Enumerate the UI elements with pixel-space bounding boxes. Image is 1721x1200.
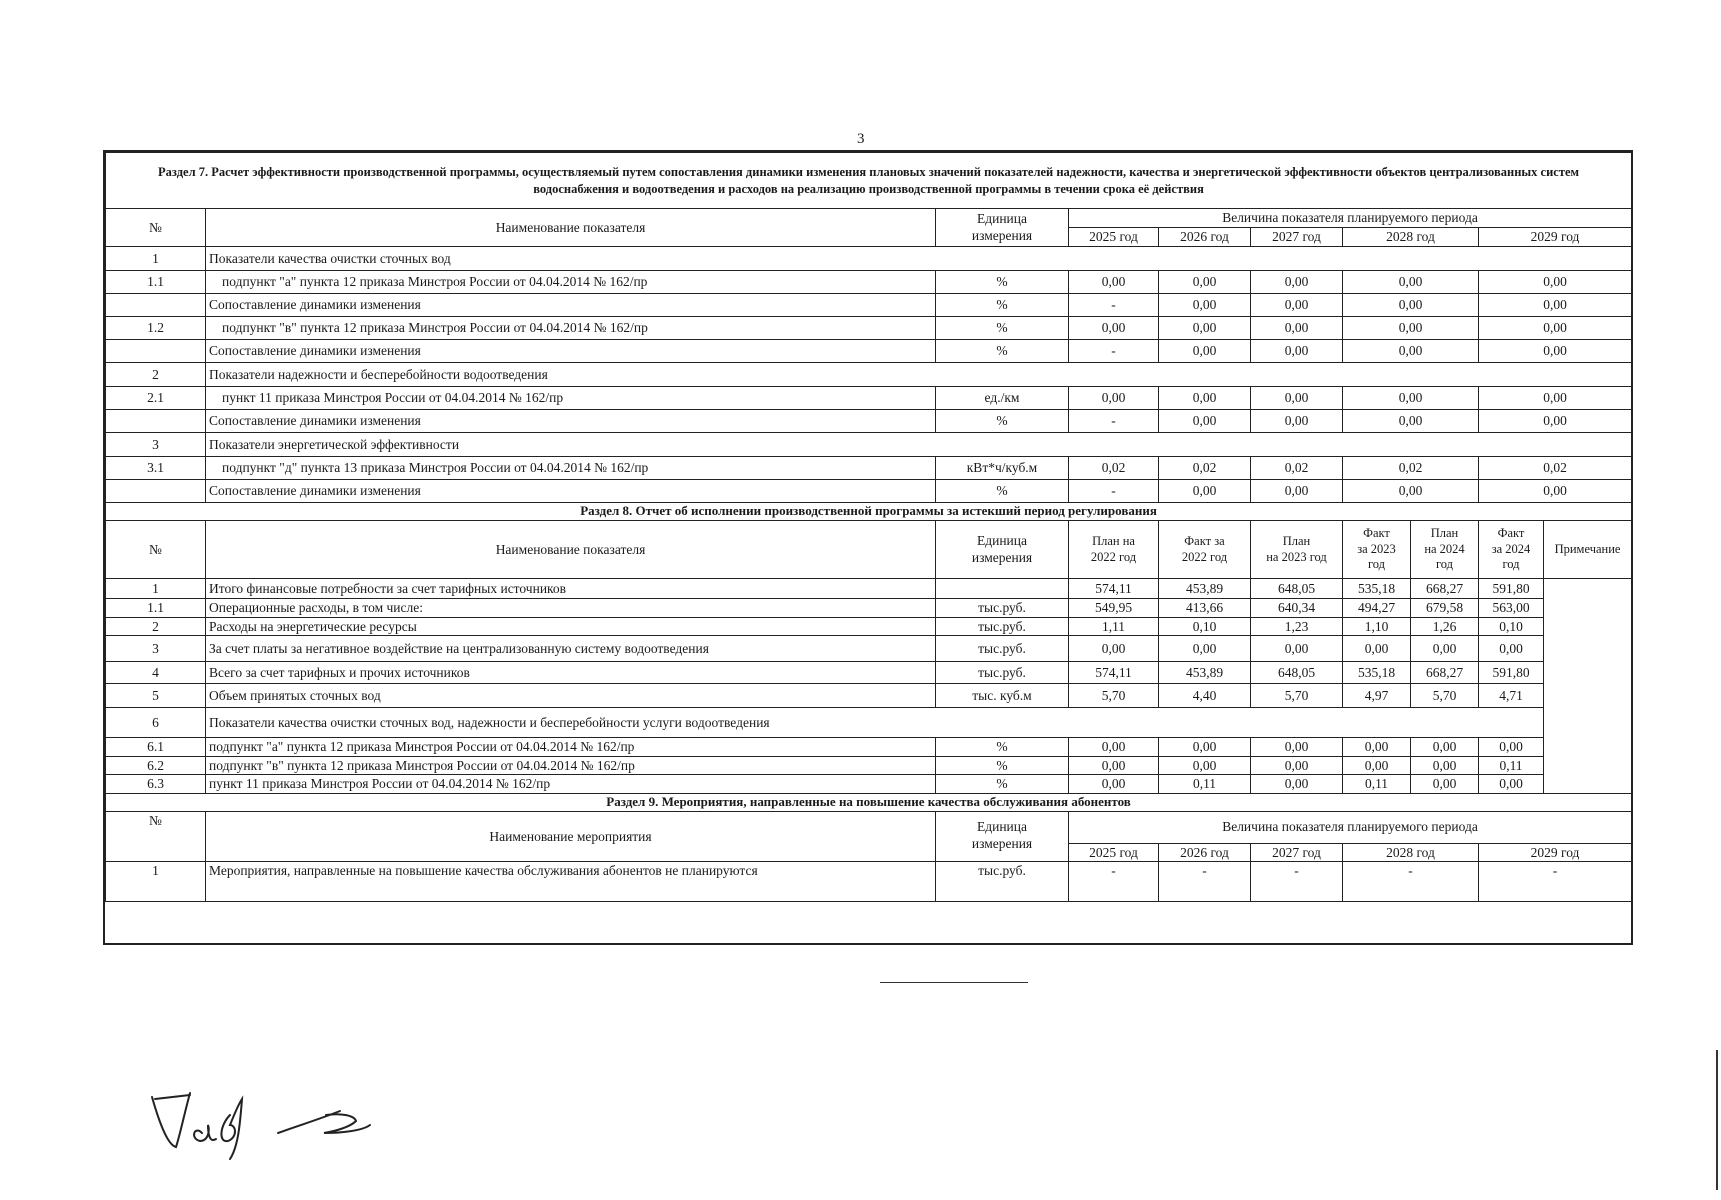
note-cell [1544,775,1632,794]
value-cell: 0,00 [1343,738,1411,757]
row-unit: % [936,317,1069,340]
value-cell: 0,00 [1069,775,1159,794]
col-header-year: 2027 год [1251,228,1343,247]
value-cell: 1,10 [1343,617,1411,636]
row-number: 1 [106,247,206,271]
value-cell: 0,00 [1251,410,1343,433]
row-name: Всего за счет тарифных и прочих источников [206,662,936,684]
row-unit: % [936,480,1069,503]
value-cell: 679,58 [1411,599,1479,618]
value-cell: 4,97 [1343,684,1411,708]
col-header-name: Наименование показателя [206,521,936,579]
col-header-num: № [106,209,206,247]
group-heading: Показатели энергетической эффективности [206,433,1632,457]
col-header-period-line: на 2023 год [1266,549,1327,564]
row-unit [936,579,1069,599]
value-cell: 0,02 [1159,457,1251,480]
value-cell: 591,80 [1479,579,1544,599]
group-heading: Показатели качества очистки сточных вод [206,247,1632,271]
row-number: 6 [106,708,206,738]
separator-line [880,982,1028,983]
col-header-num: № [106,521,206,579]
row-unit: кВт*ч/куб.м [936,457,1069,480]
row-number: 3.1 [106,457,206,480]
row-name: Сопоставление динамики изменения [206,340,936,363]
note-cell [1544,708,1632,738]
col-header-period [1159,521,1251,579]
col-header-unit [936,209,1069,247]
row-unit: % [936,775,1069,794]
row-number: 2 [106,617,206,636]
col-header-period-line: год [1367,557,1386,572]
row-number: 6.2 [106,756,206,775]
value-cell: 0,00 [1411,636,1479,662]
value-cell: 0,00 [1343,636,1411,662]
col-header-year: 2029 год [1479,843,1632,862]
row-number: 6.1 [106,738,206,757]
col-header-num: № [106,811,206,862]
col-header-year: 2025 год [1069,228,1159,247]
row-name: Объем принятых сточных вод [206,684,936,708]
value-cell: - [1251,862,1343,902]
value-cell: - [1069,340,1159,363]
value-cell: 0,00 [1069,271,1159,294]
value-cell: 0,00 [1159,387,1251,410]
section-8-title: Раздел 8. Отчет об исполнении производственной программы за истекший период регулирования [106,503,1632,521]
col-header-value-group: Величина показателя планируемого периода [1069,811,1632,843]
col-header-note: Примечание [1544,521,1632,579]
col-header-period-line: План [1430,526,1459,541]
value-cell: 0,00 [1343,756,1411,775]
value-cell: 0,00 [1479,340,1632,363]
value-cell: 563,00 [1479,599,1544,618]
value-cell: 0,00 [1159,756,1251,775]
value-cell: 0,02 [1479,457,1632,480]
col-header-period-line: Факт за [1184,533,1225,548]
value-cell: 0,00 [1411,775,1479,794]
row-number: 1.1 [106,599,206,618]
value-cell: 0,00 [1159,636,1251,662]
col-header-period-line: Факт [1497,526,1525,541]
value-cell: 0,00 [1411,738,1479,757]
col-header-unit-line: измерения [971,227,1033,243]
value-cell: 453,89 [1159,662,1251,684]
col-header-year: 2028 год [1343,843,1479,862]
row-unit: % [936,340,1069,363]
row-unit: тыс.руб. [936,662,1069,684]
value-cell: 494,27 [1343,599,1411,618]
col-header-year: 2029 год [1479,228,1632,247]
value-cell: 0,00 [1069,738,1159,757]
value-cell: 668,27 [1411,662,1479,684]
value-cell: 0,00 [1159,738,1251,757]
row-number: 1 [106,579,206,599]
value-cell: 0,11 [1343,775,1411,794]
col-header-period-line: План [1282,533,1311,548]
value-cell: 0,00 [1069,387,1159,410]
value-cell: 1,11 [1069,617,1159,636]
value-cell: 0,10 [1159,617,1251,636]
col-header-unit [936,521,1069,579]
row-number: 6.3 [106,775,206,794]
row-number: 2.1 [106,387,206,410]
note-cell [1544,636,1632,662]
value-cell: 0,00 [1343,410,1479,433]
row-name: Сопоставление динамики изменения [206,410,936,433]
row-number: 2 [106,363,206,387]
row-number [106,340,206,363]
value-cell: 0,00 [1479,387,1632,410]
handwritten-signature [150,1085,420,1165]
col-header-unit-line: Единица [976,210,1027,226]
col-header-name: Наименование мероприятия [206,811,936,862]
note-cell [1544,738,1632,757]
value-cell: 0,00 [1251,317,1343,340]
value-cell: 0,00 [1159,410,1251,433]
col-header-period [1479,521,1544,579]
row-name: Операционные расходы, в том числе: [206,599,936,618]
col-header-period [1069,521,1159,579]
value-cell: 0,00 [1251,738,1343,757]
value-cell: 0,00 [1479,636,1544,662]
value-cell: 0,00 [1343,271,1479,294]
value-cell: 668,27 [1411,579,1479,599]
value-cell: 0,02 [1069,457,1159,480]
value-cell: 5,70 [1069,684,1159,708]
row-unit: тыс.руб. [936,599,1069,618]
value-cell: 0,00 [1159,480,1251,503]
col-header-period-line: год [1435,557,1454,572]
scan-edge-mark [1716,1050,1718,1190]
row-name: подпункт "а" пункта 12 приказа Минстроя России от 04.04.2014 № 162/пр [206,738,936,757]
col-header-period-line: за 2023 [1357,541,1396,556]
row-name: Мероприятия, направленные на повышение качества обслуживания абонентов не планируются [206,862,936,902]
col-header-year: 2026 год [1159,228,1251,247]
row-number: 1 [106,862,206,902]
value-cell: - [1159,862,1251,902]
col-header-year: 2026 год [1159,843,1251,862]
row-unit: % [936,756,1069,775]
row-name: Итого финансовые потребности за счет тарифных источников [206,579,936,599]
value-cell: 0,00 [1069,317,1159,340]
row-unit: тыс.руб. [936,636,1069,662]
value-cell: 0,11 [1159,775,1251,794]
note-cell [1544,579,1632,599]
note-cell [1544,599,1632,618]
row-name: подпункт "в" пункта 12 приказа Минстроя России от 04.04.2014 № 162/пр [206,756,936,775]
row-number: 3 [106,433,206,457]
table-body [106,153,1632,902]
col-header-name: Наименование показателя [206,209,936,247]
value-cell: - [1069,862,1159,902]
row-number: 3 [106,636,206,662]
row-number: 4 [106,662,206,684]
value-cell: 0,00 [1251,636,1343,662]
row-number: 1.1 [106,271,206,294]
value-cell: 0,00 [1343,387,1479,410]
value-cell: 0,00 [1159,294,1251,317]
value-cell: 0,10 [1479,617,1544,636]
value-cell: 5,70 [1251,684,1343,708]
value-cell: 574,11 [1069,579,1159,599]
value-cell: 549,95 [1069,599,1159,618]
row-name: Сопоставление динамики изменения [206,480,936,503]
col-header-unit-line: измерения [971,549,1033,565]
row-unit: тыс. куб.м [936,684,1069,708]
row-unit: тыс.руб. [936,862,1069,902]
value-cell: 0,00 [1479,775,1544,794]
row-unit: тыс.руб. [936,617,1069,636]
value-cell: 0,11 [1479,756,1544,775]
row-name: За счет платы за негативное воздействие на централизованную систему водоотведения [206,636,936,662]
value-cell: 0,00 [1069,756,1159,775]
section-9-title: Раздел 9. Мероприятия, направленные на повышение качества обслуживания абонентов [106,793,1632,811]
value-cell: - [1069,294,1159,317]
value-cell: 453,89 [1159,579,1251,599]
value-cell: 1,23 [1251,617,1343,636]
row-unit: ед./км [936,387,1069,410]
value-cell: 0,00 [1343,340,1479,363]
group-heading: Показатели надежности и бесперебойности водоотведения [206,363,1632,387]
value-cell: 0,00 [1251,340,1343,363]
row-name: подпункт "д" пункта 13 приказа Минстроя России от 04.04.2014 № 162/пр [206,457,936,480]
col-header-period-line: 2022 год [1181,549,1228,564]
value-cell: 0,00 [1159,340,1251,363]
value-cell: 0,00 [1479,294,1632,317]
value-cell: 0,00 [1479,271,1632,294]
row-number [106,294,206,317]
col-header-unit-line: Единица [976,819,1027,835]
col-header-period-line: за 2024 [1491,541,1531,556]
note-cell [1544,756,1632,775]
value-cell: 0,00 [1251,480,1343,503]
value-cell: 0,00 [1251,271,1343,294]
row-name: подпункт "в" пункта 12 приказа Минстроя России от 04.04.2014 № 162/пр [206,317,936,340]
row-unit: % [936,294,1069,317]
col-header-period [1411,521,1479,579]
col-header-unit [936,811,1069,862]
value-cell: 5,70 [1411,684,1479,708]
col-header-period-line: год [1502,557,1520,572]
value-cell: 0,00 [1343,480,1479,503]
value-cell: - [1069,480,1159,503]
document-frame [103,150,1633,945]
value-cell: 0,00 [1411,756,1479,775]
value-cell: 4,40 [1159,684,1251,708]
value-cell: 0,00 [1159,317,1251,340]
note-cell [1544,617,1632,636]
row-name: пункт 11 приказа Минстроя России от 04.04.2014 № 162/пр [206,387,936,410]
col-header-year: 2027 год [1251,843,1343,862]
value-cell: 1,26 [1411,617,1479,636]
value-cell: 0,00 [1343,317,1479,340]
value-cell: 591,80 [1479,662,1544,684]
value-cell: 648,05 [1251,662,1343,684]
col-header-period [1251,521,1343,579]
value-cell: - [1069,410,1159,433]
row-number [106,410,206,433]
row-number: 1.2 [106,317,206,340]
section-7-title: Раздел 7. Расчет эффективности производственной программы, осуществляемый путем сопоставления динамики изменения плановых значений показателей надежности, качества и энергетической эффективности объектов централизованных систем водоснабжения и водоотведения и расходов на реализацию производственной программы в течении срока её действия [106,153,1632,209]
value-cell: 0,00 [1069,636,1159,662]
value-cell: 0,00 [1479,480,1632,503]
value-cell: 4,71 [1479,684,1544,708]
col-header-year: 2025 год [1069,843,1159,862]
value-cell: 0,00 [1251,756,1343,775]
group-heading: Показатели качества очистки сточных вод, надежности и бесперебойности услуги водоотведения [206,708,1544,738]
note-cell [1544,662,1632,684]
value-cell: 0,00 [1251,294,1343,317]
value-cell: 0,00 [1159,271,1251,294]
value-cell: 0,02 [1343,457,1479,480]
value-cell: 0,00 [1251,387,1343,410]
value-cell: 0,00 [1479,738,1544,757]
row-number: 5 [106,684,206,708]
col-header-year: 2028 год [1343,228,1479,247]
value-cell: 535,18 [1343,662,1411,684]
value-cell: - [1343,862,1479,902]
row-unit: % [936,738,1069,757]
row-name: подпункт "а" пункта 12 приказа Минстроя России от 04.04.2014 № 162/пр [206,271,936,294]
col-header-period-line: 2022 год [1090,549,1137,564]
value-cell: 535,18 [1343,579,1411,599]
row-name: пункт 11 приказа Минстроя России от 04.04.2014 № 162/пр [206,775,936,794]
col-header-unit-line: измерения [971,836,1033,852]
row-unit: % [936,271,1069,294]
col-header-period-line: План на [1092,533,1135,548]
value-cell: 0,02 [1251,457,1343,480]
page-number: 3 [857,131,865,147]
value-cell: 640,34 [1251,599,1343,618]
value-cell: 0,00 [1343,294,1479,317]
value-cell: 0,00 [1251,775,1343,794]
row-unit: % [936,410,1069,433]
col-header-period-line: Факт [1363,526,1390,541]
note-cell [1544,684,1632,708]
row-name: Сопоставление динамики изменения [206,294,936,317]
report-table [105,152,1632,902]
col-header-period-line: на 2024 [1424,541,1465,556]
value-cell: 413,66 [1159,599,1251,618]
value-cell: 0,00 [1479,410,1632,433]
col-header-unit-line: Единица [976,532,1027,548]
value-cell: 574,11 [1069,662,1159,684]
value-cell: 648,05 [1251,579,1343,599]
value-cell: 0,00 [1479,317,1632,340]
row-number [106,480,206,503]
col-header-period [1343,521,1411,579]
col-header-value-group: Величина показателя планируемого периода [1069,209,1632,228]
row-name: Расходы на энергетические ресурсы [206,617,936,636]
value-cell: - [1479,862,1632,902]
